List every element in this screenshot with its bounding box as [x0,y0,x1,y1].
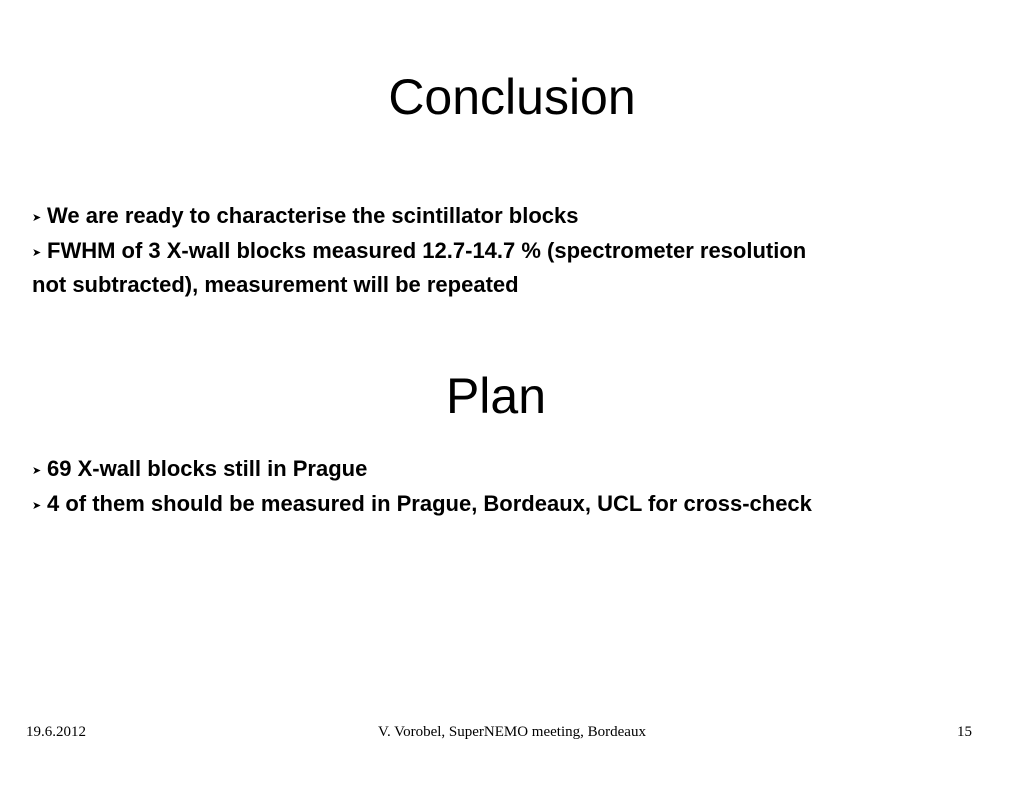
list-item [32,200,972,235]
arrowhead-bullet-icon: ➤ [32,212,42,224]
page-number: 15 [957,724,972,740]
arrowhead-bullet-icon: ➤ [32,246,42,259]
list-item [32,488,972,523]
plan-list [32,453,972,522]
slide-title: Conclusion [388,69,636,125]
list-item-text: 69 X-wall blocks still in Prague [47,456,368,481]
list-item [32,235,972,270]
conclusion-list [32,200,972,302]
arrowhead-bullet-icon: ➤ [32,499,42,512]
list-item-text: We are ready to characterise the scintillator blocks [47,203,579,228]
list-item-text: FWHM of 3 X-wall blocks measured 12.7-14.7 % (spectrometer resolution [47,237,807,263]
section-title-plan: Plan [445,368,547,424]
list-item [32,453,972,488]
footer-author-event: V. Vorobel, SuperNEMO meeting, Bordeaux [378,724,646,740]
list-item-text: 4 of them should be measured in Prague, Bordeaux, UCL for cross-check [47,490,812,516]
arrowhead-bullet-icon: ➤ [32,465,42,477]
footer-date: 19.6.2012 [26,724,86,740]
list-item-continuation: not subtracted), measurement will be repeated [32,272,519,297]
